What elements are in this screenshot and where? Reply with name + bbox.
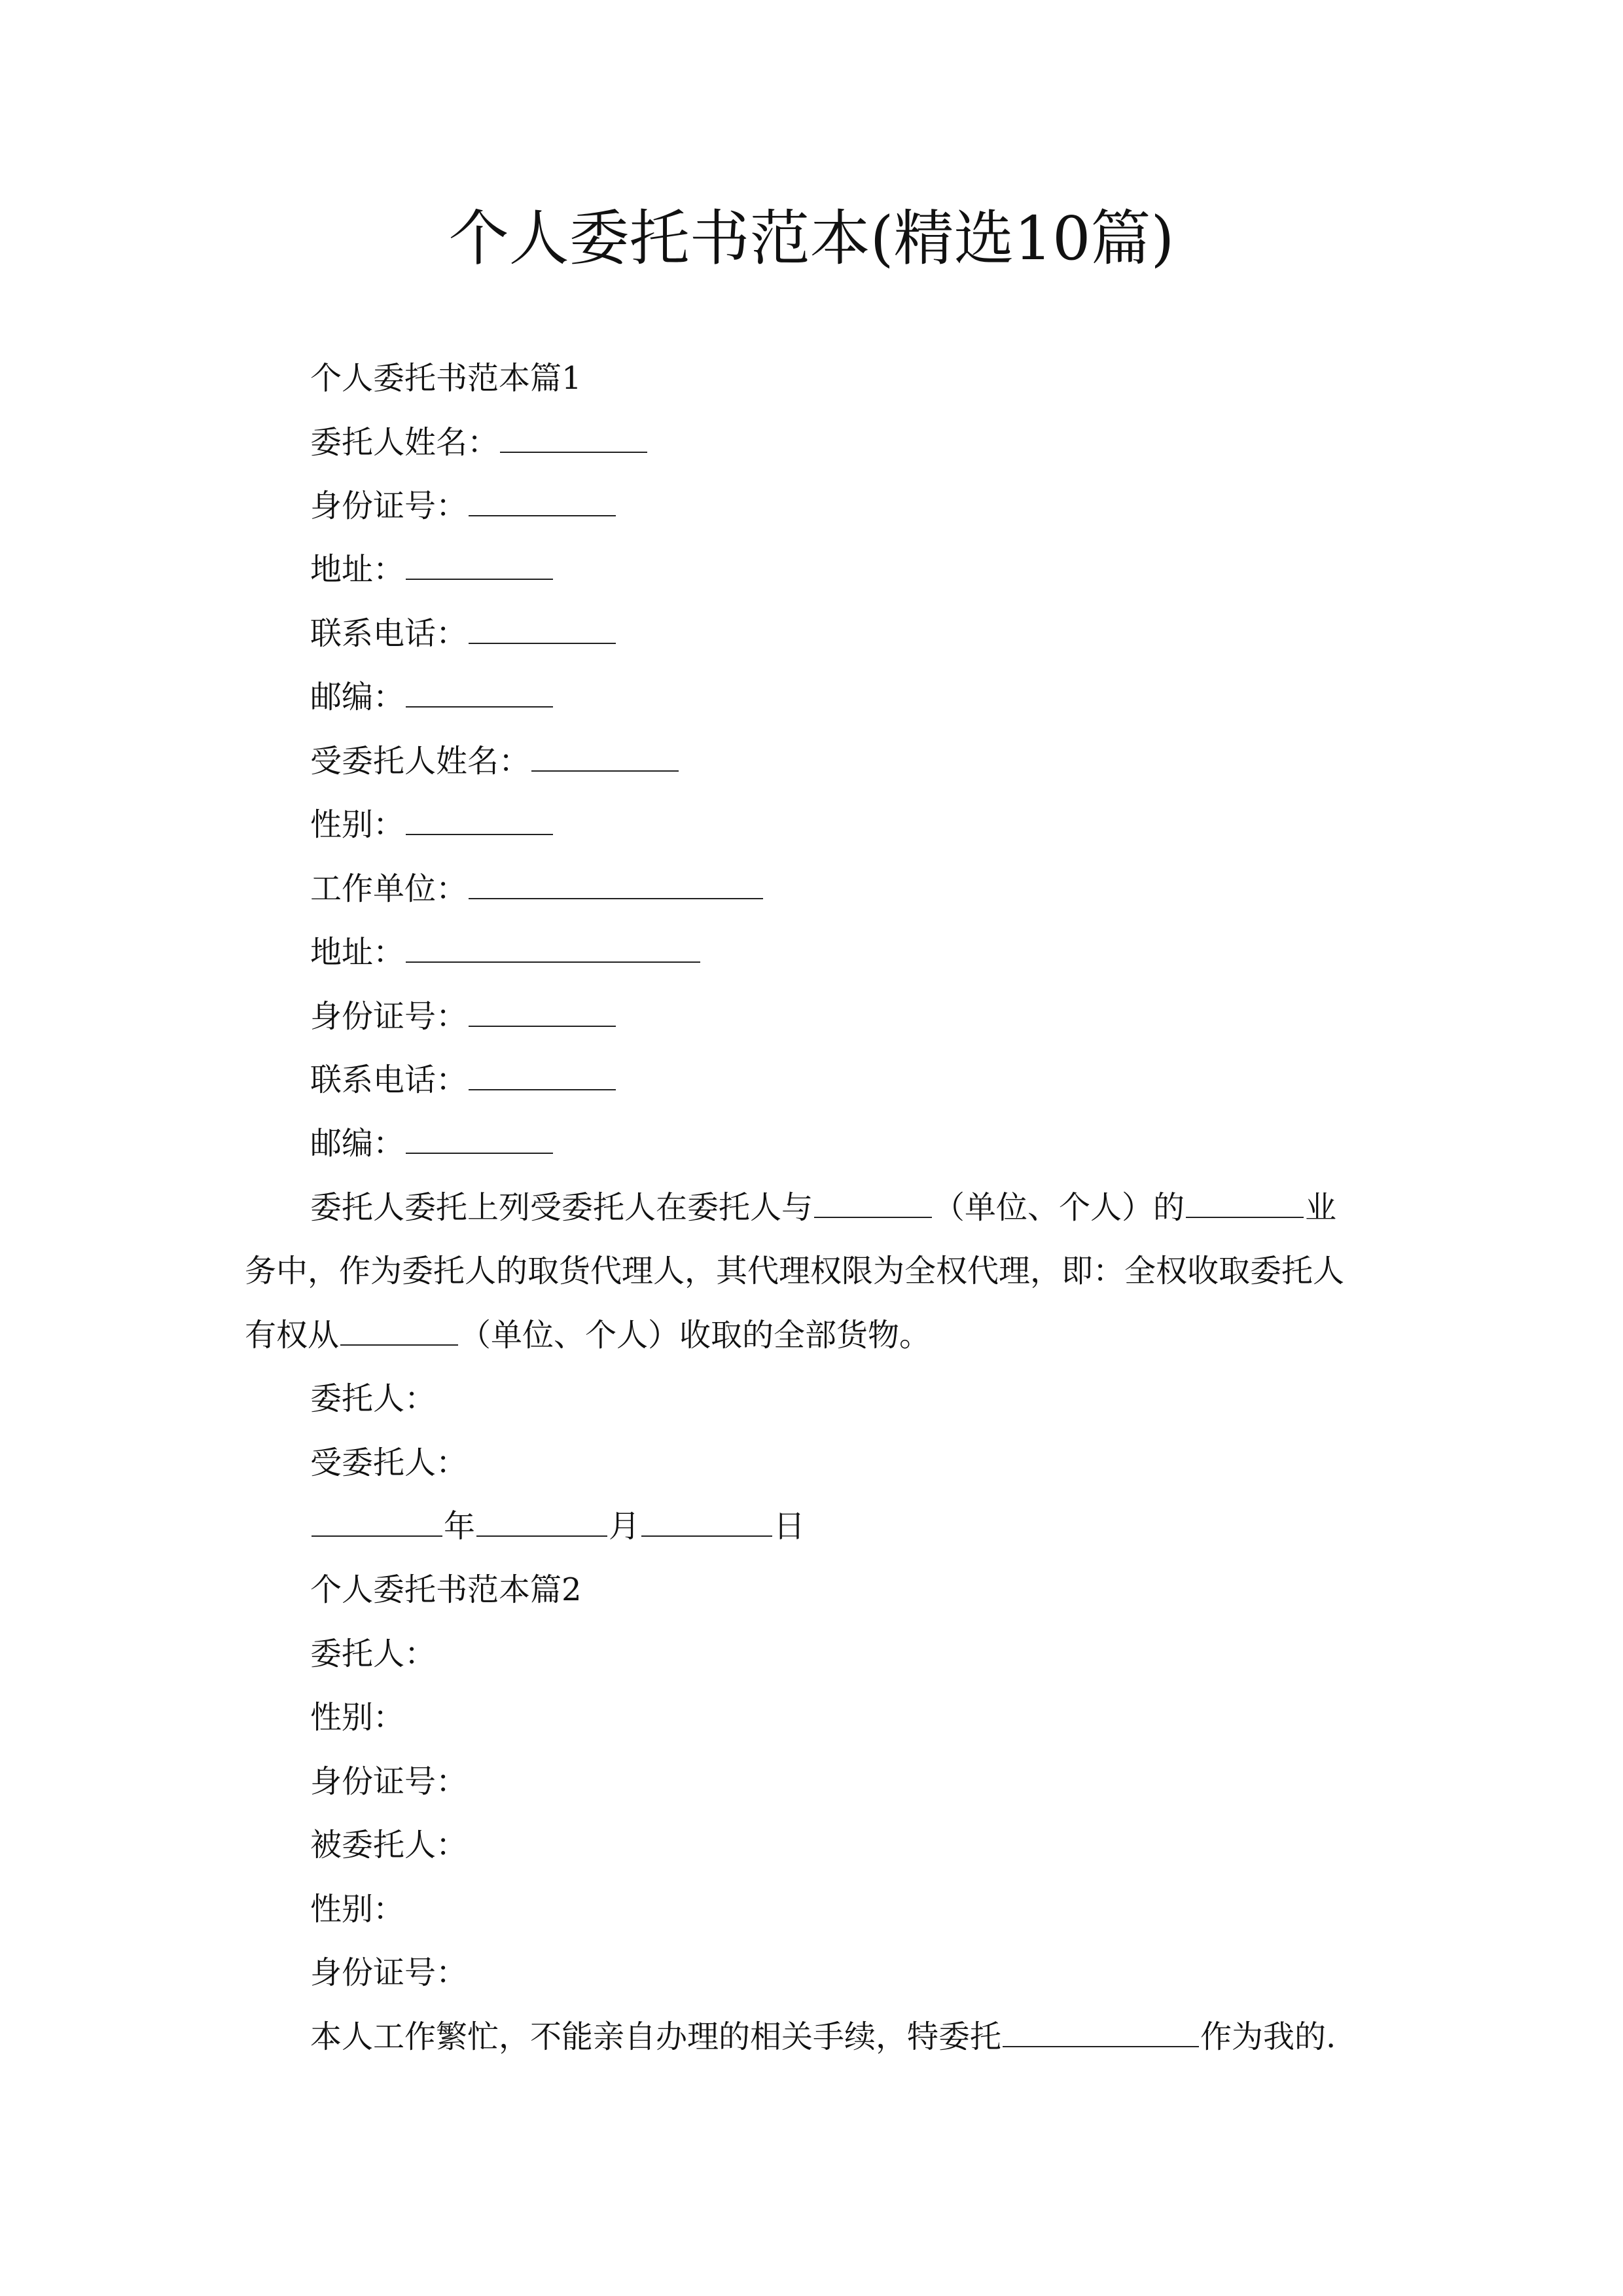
- date-line: [310, 1503, 805, 1550]
- field-agent-id: [310, 993, 617, 1040]
- field-label: 工作单位：: [310, 870, 468, 907]
- field-agent-gender: [310, 801, 554, 848]
- blank-line: [312, 1507, 442, 1537]
- paragraph-text: （单位、个人）的: [933, 1189, 1185, 1226]
- paragraph-line: [310, 1184, 1336, 1231]
- paragraph-text: 业: [1305, 1189, 1337, 1226]
- paragraph-text: 作为我的.: [1200, 2018, 1336, 2055]
- field-agent-gender: 性别：: [310, 1891, 405, 1928]
- blank-line: [814, 1188, 932, 1218]
- paragraph-text: 委托人委托上列受委托人在委托人与: [310, 1189, 813, 1226]
- field-label: 身份证号：: [310, 998, 468, 1035]
- paragraph-text: （单位、个人）收取的全部货物。: [459, 1317, 931, 1354]
- field-label: 性别：: [310, 806, 405, 843]
- paragraph-line: [310, 2013, 1336, 2060]
- field-principal-id: [310, 482, 617, 529]
- sign-agent: 受委托人：: [310, 1444, 468, 1481]
- blank-line: [500, 423, 647, 453]
- date-year-label: 年: [444, 1508, 476, 1545]
- blank-line: [406, 805, 553, 835]
- blank-line: [469, 869, 763, 899]
- field-label: 地址：: [310, 551, 405, 588]
- blank-line: [406, 677, 553, 708]
- paragraph-line: 务中，作为委托人的取货代理人，其代理权限为全权代理，即：全权收取委托人: [245, 1253, 1345, 1289]
- field-principal-postcode: [310, 673, 554, 721]
- field-agent-employer: [310, 865, 764, 912]
- blank-line: [406, 1124, 553, 1154]
- field-label: 受委托人姓名：: [310, 743, 531, 780]
- date-day-label: 日: [774, 1508, 806, 1545]
- field-agent-id: 身份证号：: [310, 1954, 468, 1991]
- blank-line: [469, 997, 616, 1027]
- field-label: 身份证号：: [310, 488, 468, 524]
- blank-line: [340, 1316, 458, 1346]
- document-title: 个人委托书范本(精选10篇): [448, 204, 1175, 274]
- field-principal-phone: [310, 610, 617, 657]
- field-label: 邮编：: [310, 679, 405, 715]
- blank-line: [469, 486, 616, 516]
- field-label: 联系电话：: [310, 1062, 468, 1098]
- field-label: 委托人姓名：: [310, 424, 499, 461]
- field-principal-address: [310, 546, 554, 593]
- blank-line: [531, 742, 679, 772]
- blank-line: [406, 550, 553, 580]
- paragraph-text: 有权从: [245, 1317, 340, 1354]
- field-agent-phone: [310, 1056, 617, 1103]
- blank-line: [406, 933, 700, 963]
- field-agent: 被委托人：: [310, 1827, 468, 1863]
- field-principal-id: 身份证号：: [310, 1763, 468, 1800]
- field-agent-name: [310, 738, 680, 785]
- paragraph-line: [245, 1312, 931, 1359]
- blank-line: [1003, 2017, 1199, 2047]
- field-principal: 委托人：: [310, 1636, 437, 1672]
- blank-line: [1186, 1188, 1304, 1218]
- blank-line: [476, 1507, 607, 1537]
- field-label: 联系电话：: [310, 615, 468, 652]
- section-2-heading: 个人委托书范本篇2: [310, 1571, 582, 1608]
- field-agent-address: [310, 929, 702, 976]
- blank-line: [469, 614, 616, 644]
- sign-principal: 委托人：: [310, 1380, 437, 1417]
- date-month-label: 月: [609, 1508, 641, 1545]
- field-label: 邮编：: [310, 1125, 405, 1162]
- field-principal-name: [310, 419, 649, 466]
- field-principal-gender: 性别：: [310, 1699, 405, 1736]
- section-1-heading: 个人委托书范本篇1: [310, 360, 582, 397]
- field-agent-postcode: [310, 1120, 554, 1167]
- paragraph-text: 本人工作繁忙，不能亲自办理的相关手续，特委托: [310, 2018, 1002, 2055]
- blank-line: [469, 1060, 616, 1090]
- field-label: 地址：: [310, 934, 405, 971]
- blank-line: [641, 1507, 772, 1537]
